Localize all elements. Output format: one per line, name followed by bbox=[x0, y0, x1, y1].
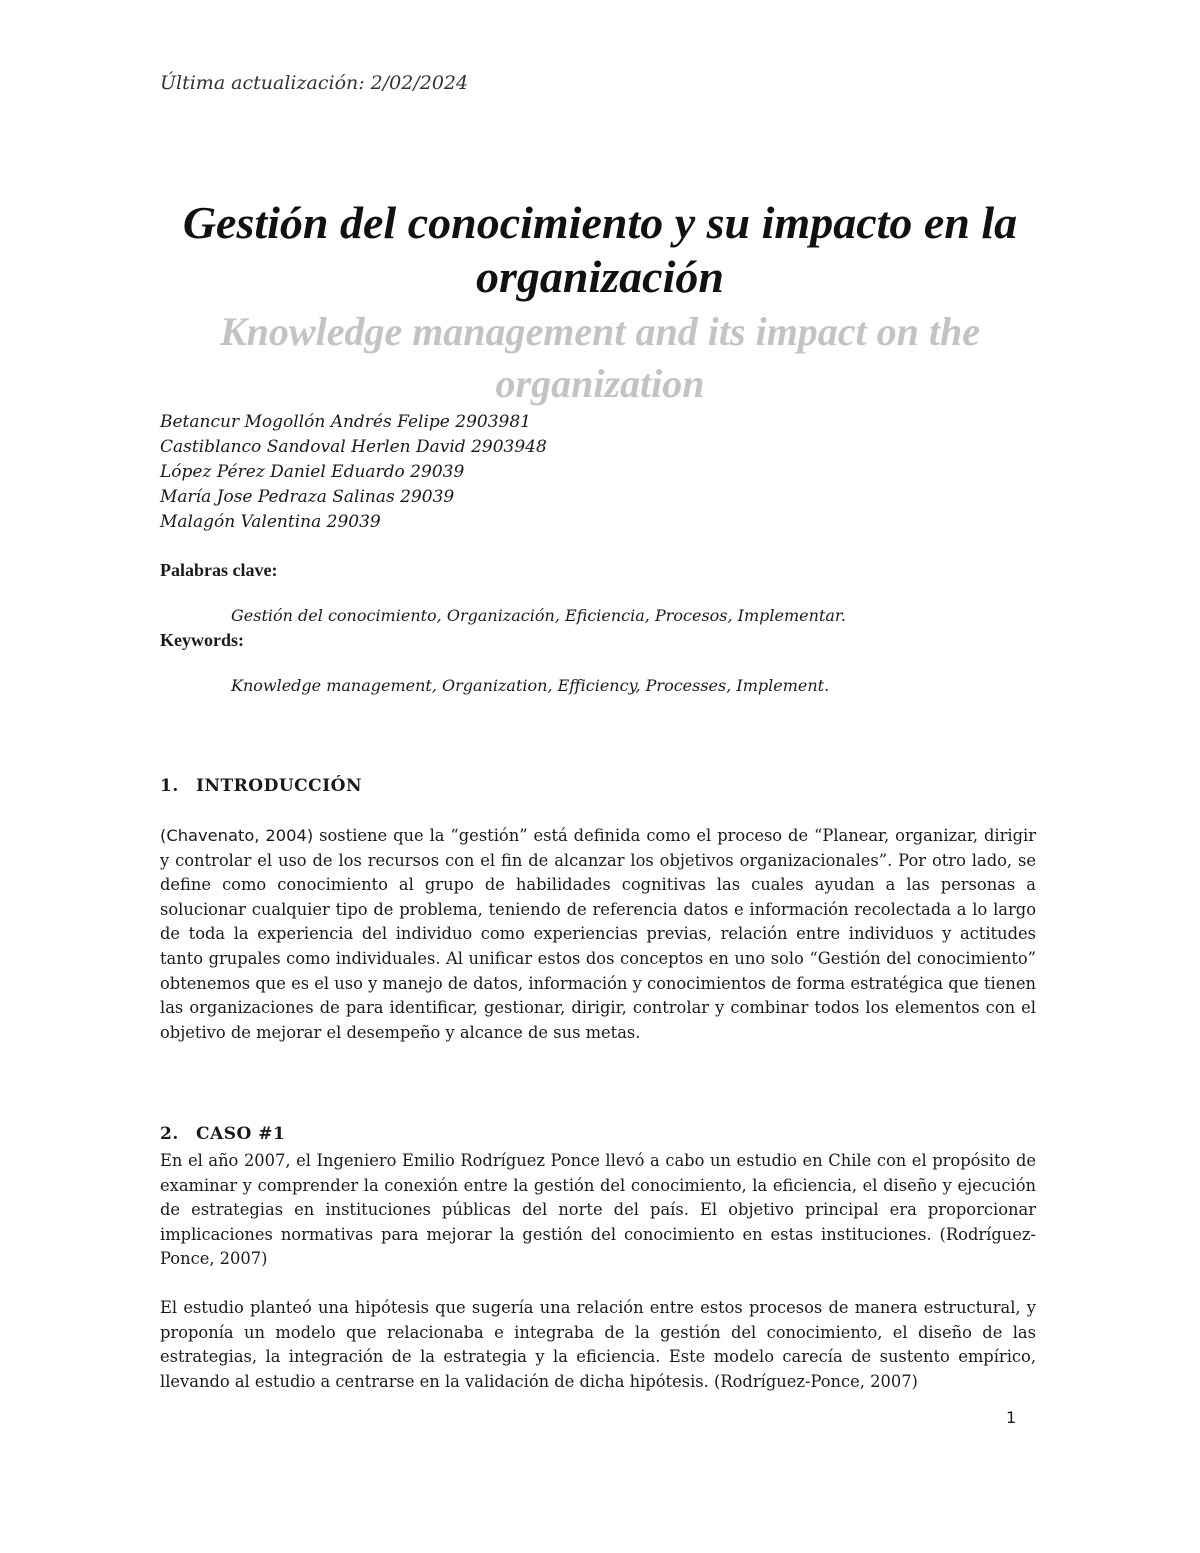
last-updated-note: Última actualización: 2/02/2024 bbox=[160, 72, 469, 94]
author-list bbox=[160, 410, 547, 535]
case-1-paragraph-2: El estudio planteó una hipótesis que sugería una relación entre estos procesos de manera estructural, y proponía un modelo que relacionaba e integraba de la gestión del conocimiento, el diseño de las estrategias, la integración de la estrategia y la eficiencia. Este modelo carecía de sustento empírico, llevando al estudio a centrarse en la validación de dicha hipótesis. (Rodríguez-Ponce, 2007) bbox=[160, 1298, 1036, 1391]
author-item: López Pérez Daniel Eduardo 29039 bbox=[160, 462, 465, 482]
keywords-english-text: Knowledge management, Organization, Efficiency, Processes, Implement. bbox=[231, 676, 830, 695]
keywords-spanish-text: Gestión del conocimiento, Organización, Eficiencia, Procesos, Implementar. bbox=[231, 606, 846, 625]
section-title: INTRODUCCIÓN bbox=[196, 776, 363, 796]
introduction-paragraph bbox=[160, 824, 1036, 1045]
page-number: 1 bbox=[1006, 1408, 1017, 1427]
keywords-english-label: Keywords: bbox=[160, 630, 244, 650]
section-number: 1. bbox=[160, 776, 179, 796]
section-number: 2. bbox=[160, 1124, 179, 1144]
section-title: CASO #1 bbox=[196, 1124, 286, 1144]
author-item: Betancur Mogollón Andrés Felipe 2903981 bbox=[160, 412, 531, 432]
section-heading-introduction bbox=[160, 776, 362, 796]
case-1-paragraph-1: En el año 2007, el Ingeniero Emilio Rodríguez Ponce llevó a cabo un estudio en Chile con el propósito de examinar y comprender la conexión entre la gestión del conocimiento, la eficiencia, el diseño y ejecución de estrategias en instituciones públicas del norte del país. El objetivo principal era proporcionar implicaciones normativas para mejorar la gestión del conocimiento en estas instituciones. (Rodríguez-Ponce, 2007) bbox=[160, 1151, 1036, 1269]
author-item: Malagón Valentina 29039 bbox=[160, 512, 381, 532]
paragraph-text: sostiene que la “gestión” está definida como el proceso de “Planear, organizar, dirigir y controlar el uso de los recursos con el fin de alcanzar los objetivos organizacionales”. Por otro lado, se define como conocimiento al grupo de habilidades cognitivas las cuales ayudan a las personas a solucionar cualquier tipo de problema, teniendo de referencia datos e información recolectada a lo largo de toda la experiencia del individuo como experiencias previas, relación entre individuos y actitudes tanto grupales como individuales. Al unificar estos dos conceptos en uno solo “Gestión del conocimiento” obtenemos que es el uso y manejo de datos, información y conocimientos de forma estratégica que tienen las organizaciones de para identificar, gestionar, dirigir, controlar y combinar todos los elementos con el objetivo de mejorar el desempeño y alcance de sus metas. bbox=[160, 826, 1036, 1042]
keywords-spanish-label: Palabras clave: bbox=[160, 560, 278, 580]
citation: (Chavenato, 2004) bbox=[160, 826, 314, 845]
author-item: María Jose Pedraza Salinas 29039 bbox=[160, 487, 455, 507]
document-title-spanish: Gestión del conocimiento y su impacto en la organización bbox=[182, 197, 1018, 302]
section-heading-case-1 bbox=[160, 1124, 285, 1144]
document-title-english: Knowledge management and its impact on the organization bbox=[219, 309, 981, 406]
author-item: Castiblanco Sandoval Herlen David 2903948 bbox=[160, 437, 547, 457]
